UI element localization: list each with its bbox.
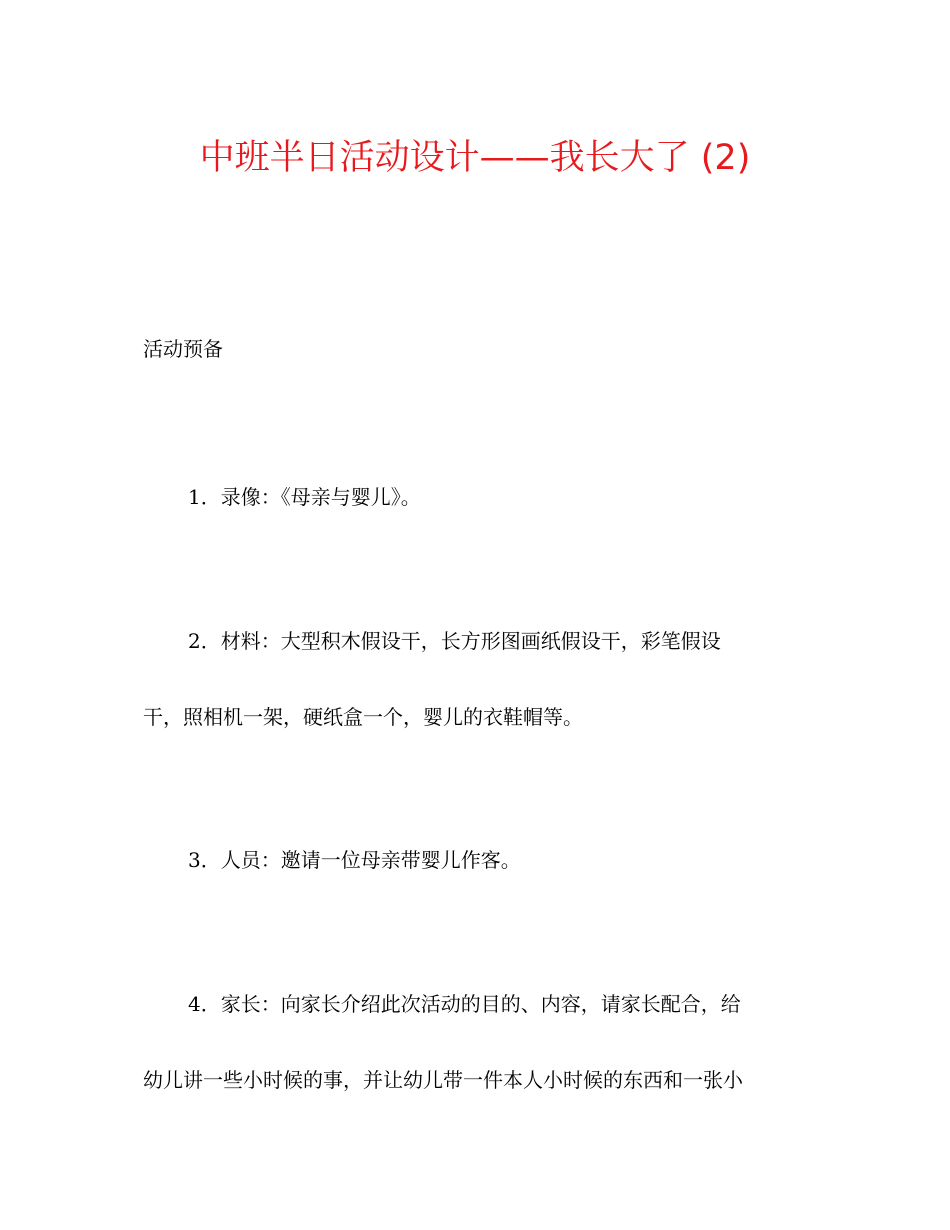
section-heading: 活动预备	[143, 337, 223, 361]
page-title: 中班半日活动设计——我长大了 (2)	[199, 138, 751, 178]
list-item-1	[143, 482, 803, 512]
paragraph-line: 干，照相机一架，硬纸盒一个，婴儿的衣鞋帽等。	[143, 705, 583, 729]
paragraph-line: 4．家长：向家长介绍此次活动的目的、内容，请家长配合，给	[188, 992, 741, 1016]
paragraph-line: 幼儿讲一些小时候的事，并让幼儿带一件本人小时候的东西和一张小	[143, 1068, 743, 1092]
paragraph-line: 1．录像：《母亲与婴儿》。	[188, 485, 421, 509]
paragraph-line: 3．人员：邀请一位母亲带婴儿作客。	[188, 848, 521, 872]
list-item-4	[143, 989, 803, 1095]
paragraph-line: 2．材料：大型积木假设干，长方形图画纸假设干，彩笔假设	[188, 629, 721, 653]
list-item-2	[143, 626, 803, 732]
list-item-3	[143, 845, 803, 875]
